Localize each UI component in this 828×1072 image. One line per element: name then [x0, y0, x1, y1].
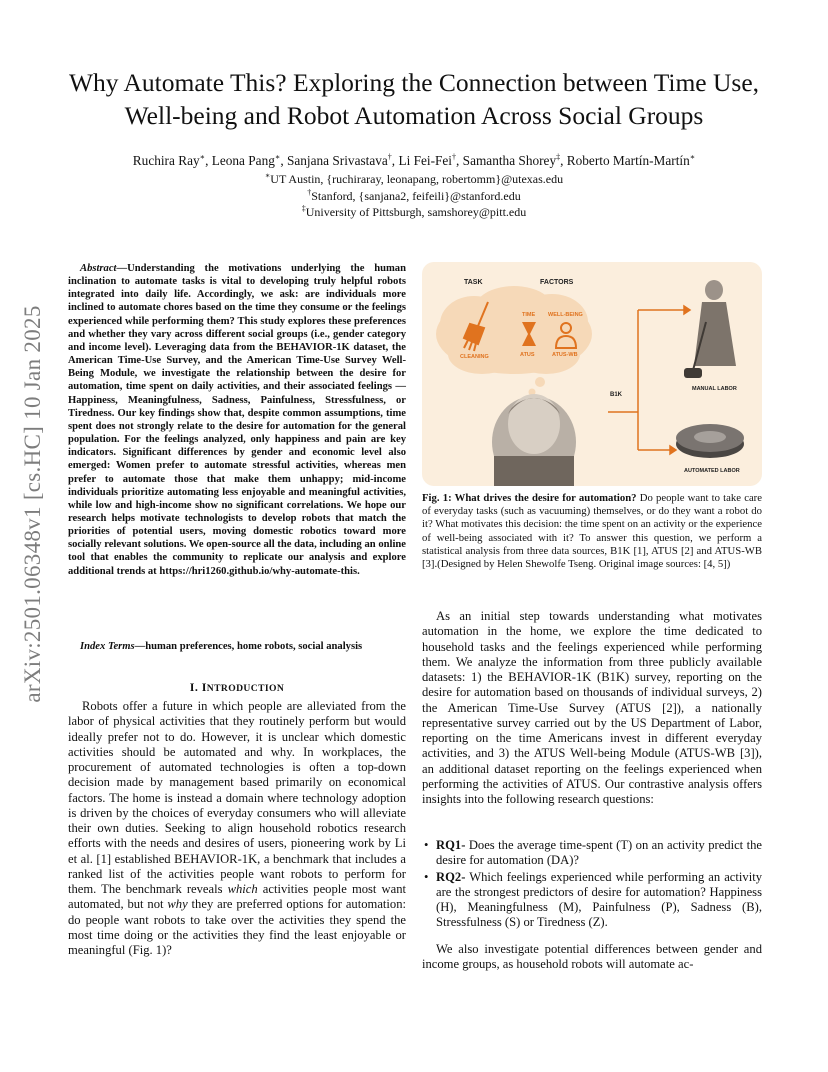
list-item: • RQ2- Which feelings experienced while performing an activity are the strongest predictors of desire for automation? Happiness (H), Meaningfulness (M), Painfulness (P), Sadness (B), Stressfulness (S) or Tiredness (Z).: [424, 869, 762, 930]
author: Ruchira Ray∗: [132, 152, 206, 168]
author: Li Fei-Fei†: [398, 152, 457, 168]
fig-task-label: TASK: [464, 279, 483, 286]
index-terms-label: Index Terms: [80, 641, 135, 652]
fig-b1k-label: B1K: [610, 392, 623, 398]
affiliation: ‡University of Pittsburgh, samshorey@pitt.edu: [301, 204, 527, 219]
list-item: • RQ1- Does the average time-spent (T) on an activity predict the desire for automation (DA)?: [424, 838, 762, 868]
body-paragraph: As an initial step towards understanding what motivates automation in the home, we explore the time dedicated to household tasks and the feelings experienced while performing them. We analyze the information from three publicly available datasets: 1) the BEHAVIOR-1K (B1K) survey, reporting on the desire for automation based on thousands of individual surveys, 2) the American Time-Use Survey (ATUS [2]), a nationally representative survey carried out by the US Department of Labor, reporting on the time Americans invest in different everyday activities, and 3) the ATUS Well-being Module (ATUS-WB [3]), an additional dataset reporting on the feelings experienced when performing the activities of ATUS. Our contrastive analysis offers insights into the following research questions:: [422, 609, 762, 806]
thought-cloud: [436, 286, 592, 396]
index-terms-text: human preferences, home robots, social analysis: [145, 641, 363, 652]
fig-time-label: TIME: [522, 312, 536, 318]
research-questions-list: [422, 838, 762, 932]
fig-cleaning-label: CLEANING: [460, 354, 489, 360]
index-terms: Index Terms—human preferences, home robots, social analysis: [80, 641, 363, 652]
abstract: Abstract—Understanding the motivations underlying the human inclination to automate tasks is vital to developing truly helpful robots integrated into daily life. Accordingly, we ask: are individuals more inclined to automate chores based on the time they consume or the feelings experienced while performing them? This study explores these preferences and whether they vary across different social groups (i.e., gender category and income level). Leveraging data from the BEHAVIOR-1K dataset, the American Time-Use Survey, and the American Time-Use Survey Well-Being Module, we investigate the relationship between the desire for automation, time spent on daily activities, and their associated feelings —Happiness, Meaningfulness, Sadness, Painfulness, Stressfulness, or Tiredness. Our key findings show that, despite common assumptions, time spent does not strongly relate to the desire for automation for the general population. For the feelings analyzed, only happiness and pain are key indicators. Significant differences by gender and economic level also emerged: Women prefer to automate stressful activities, whereas men prefer to automate those that make them unhappy; mid-income individuals prioritize automating less enjoyable and meaningful activities, while low and high-income show no significant correlations. We hope our research helps motivate technologists to develop robots that match the priorities of potential users, moving domestic robotics toward more socially relevant solutions. We open-source all the data, including an online tool that enables the community to replicate our analysis and explore additional trends at https://hri1260.github.io/why-automate-this.: [68, 263, 406, 577]
affiliation: †Stanford, {sanjana2, feifeili}@stanford.edu: [307, 188, 521, 203]
body-paragraph: We also investigate potential differences between gender and income groups, as household robots will automate ac-: [422, 942, 762, 972]
arxiv-identifier: arXiv:2501.06348v1 [cs.HC] 10 Jan 2025: [20, 305, 45, 703]
robot-vacuum-image: [676, 424, 744, 458]
automation-arrows: [608, 306, 690, 454]
figure-1: [422, 262, 762, 486]
fig-factors-label: FACTORS: [540, 279, 574, 286]
fig-wellbeing-label: WELL-BEING: [548, 312, 583, 318]
author: Samantha Shorey‡: [462, 152, 561, 168]
abstract-text: Understanding the motivations underlying the human inclination to automate tasks is vital to developing truly helpful robots integrated into daily life. Accordingly, we ask: are individuals more inclined to automate chores based on the time they consume or the feelings experienced while performing them? This study explores these preferences and whether they vary across different social groups (i.e., gender category and income level). Leveraging data from the BEHAVIOR-1K dataset, the American Time-Use Survey, and the American Time-Use Survey Well-Being Module, we investigate the relationship between the desire for automation, time spent on daily activities, and their associated feelings —Happiness, Meaningfulness, Sadness, Painfulness, Stressfulness, or Tiredness. Our key findings show that, despite common assumptions, time spent does not strongly relate to the desire for automation for the general population. For the feelings analyzed, only happiness and pain are key indicators. Significant differences by gender and economic level also emerged: Women prefer to automate stressful activities, whereas men prefer to automate those that make them unhappy; mid-income individuals prioritize automating less enjoyable and meaningful activities, while low and high-income show no significant correlations. We hope our research helps motivate technologists to develop robots that match the priorities of potential users, moving domestic robotics toward more socially relevant solutions. We open-source all the data, including an online tool that enables the community to replicate our analysis and explore additional trends at https://hri1260.github.io/why-automate-this.: [68, 263, 406, 577]
section-heading: I. INTRODUCTION: [189, 680, 285, 694]
author: Leona Pang∗: [211, 152, 281, 168]
figure-caption: [422, 492, 762, 571]
fig-automated-label: AUTOMATED LABOR: [684, 468, 740, 474]
vacuuming-woman-image: [684, 280, 736, 378]
fig-atuswb-label: ATUS-WB: [552, 352, 578, 358]
author-list: Ruchira Ray∗, Leona Pang∗, Sanjana Srivastava†, Li Fei-Fei†, Samantha Shorey‡, Roberto Martín-Martín∗: [132, 152, 696, 168]
intro-paragraph: Robots offer a future in which people are alleviated from the labor of physical activities that they routinely perform but would ideally prefer not to do. However, it is unclear which domestic activities should be automated and why. In workplaces, the procurement of automated technologies is often a top-down decision made by management based primarily on economical factors. The home is instead a domain where technology adoption is driven by the choices of everyday consumers who will alleviate their own duties. Seeking to align household robotics research efforts with the needs and desires of users, pioneering work by Li et al. [1] established BEHAVIOR-1K, a benchmark that includes a ranked list of the activities people want robots to perform for them. The benchmark reveals which activities people most want automated, but not why they are preferred options for automation: do people want robots to take over the activities they spend the most time doing or the activities they find the least enjoyable or meaningful (Fig. 1)?: [68, 699, 407, 957]
author: Sanjana Srivastava†: [286, 152, 392, 168]
paper-title: Why Automate This? Exploring the Connection between Time Use, Well-being and Robot Automation Across Social Groups: [68, 68, 760, 130]
abstract-label: Abstract: [80, 263, 117, 274]
caption-text: Do people want to take care of everyday tasks (such as vacuuming) themselves, or do they want a robot do it? What motivates this decision: the time spent on an activity or the experience of well-being associated with it? To answer this question, we perform a statistical analysis from three data sources, B1K [1], ATUS [2] and ATUS-WB [3].(Designed by Helen Shewolfe Tseng. Original image sources: [4, 5]): [422, 492, 762, 571]
figure-illustration: [422, 262, 762, 486]
affiliation: ∗UT Austin, {ruchiraray, leonapang, robertomm}@utexas.edu: [264, 171, 564, 186]
author: Roberto Martín-Martín∗: [566, 152, 696, 168]
fig-atus-label: ATUS: [520, 352, 535, 358]
woman-portrait: [492, 394, 576, 486]
fig-manual-label: MANUAL LABOR: [692, 386, 737, 392]
caption-label: Fig. 1: What drives the desire for automation?: [422, 492, 637, 504]
